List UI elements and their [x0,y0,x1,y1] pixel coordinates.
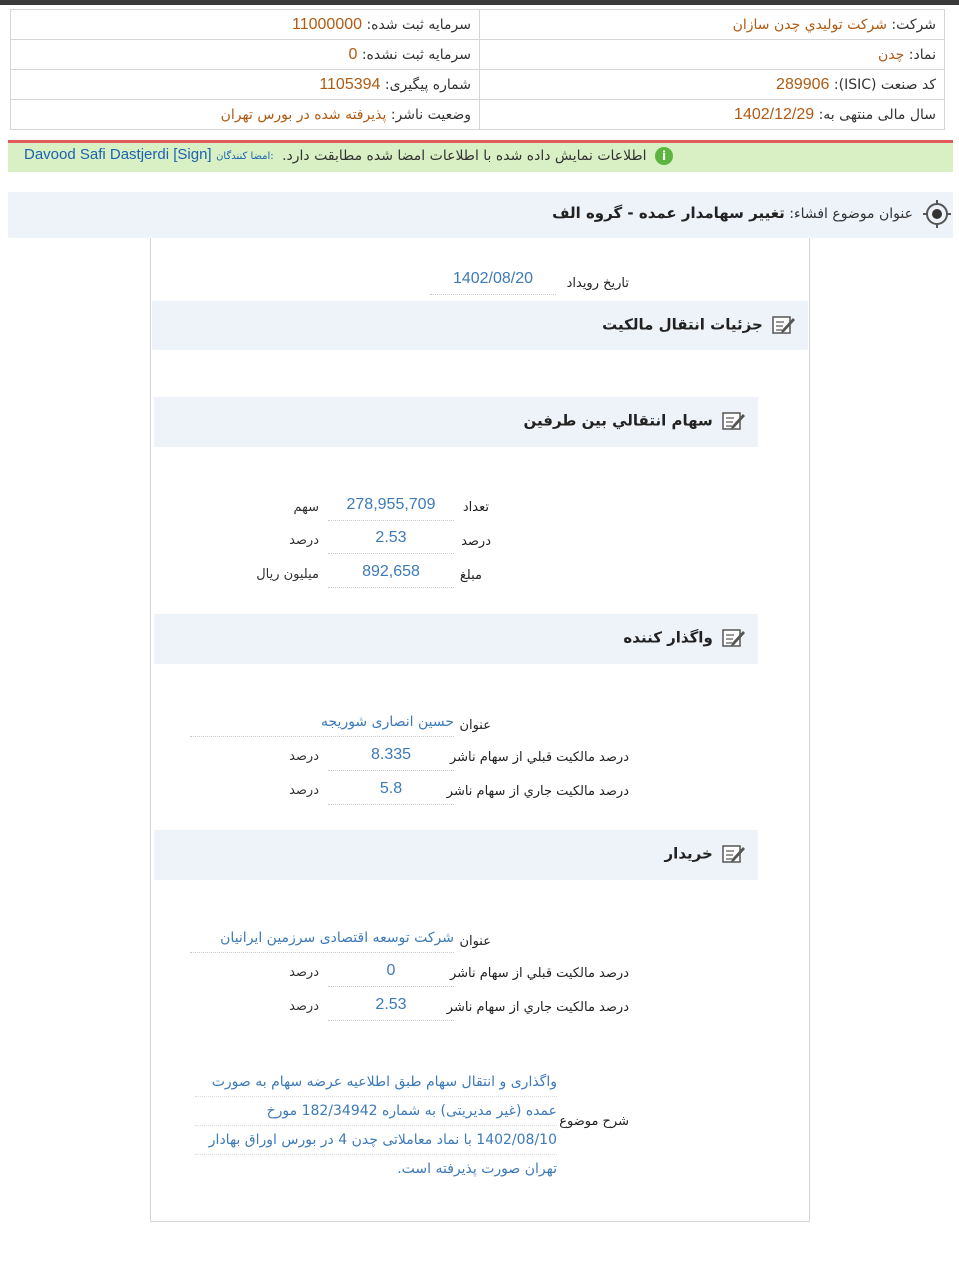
tracking-cell [11,70,480,100]
buyer-before-unit: درصد [289,965,319,980]
unregistered-capital-label: سرمایه ثبت نشده: [361,46,471,63]
seller-after-value: 5.8 [328,780,454,805]
edit-note-icon [722,411,746,431]
company-cell [480,10,945,40]
buyer-title-value: شرکت توسعه اقتصادی سرزمین ایرانیان [190,930,454,953]
shares-count-label: تعداد [462,500,489,515]
status-value: پذیرفته شده در بورس تهران [220,106,387,123]
shares-percent-label: درصد [461,534,491,549]
seller-before-label: درصد مالکيت قبلي از سهام ناشر [449,750,629,765]
description-line: 1402/08/10 با نماد معاملاتی چدن 4 در بورس اوراق بهادار [195,1126,557,1155]
shares-amount-label: مبلغ [459,568,482,583]
company-info-table [10,9,945,130]
symbol-label: نماد: [908,46,936,63]
info-row [11,10,945,40]
section-title-text: سهام انتقالي بين طرفين [523,411,713,430]
seller-title-value: حسین انصاری شوریجه [190,714,454,737]
shares-count-value: 278,955,709 [328,496,454,521]
signer-name-link[interactable]: Davood Safi Dastjerdi [Sign] [24,146,212,163]
edit-note-icon [722,844,746,864]
registered-capital-label: سرمایه ثبت شده: [366,16,471,33]
signers [24,146,274,163]
unregistered-capital-value: 0 [348,45,358,63]
fiscal-value: 1402/12/29 [734,105,815,123]
section-title [524,411,746,431]
info-row [11,40,945,70]
event-date-value: 1402/08/20 [430,270,556,295]
signature-bar [8,140,953,172]
fiscal-label: سال مالی منتهی به: [818,106,936,123]
info-row [11,70,945,100]
subject-label: عنوان موضوع افشاء: [789,206,913,222]
description-line: تهران صورت پذیرفته است. [397,1161,557,1177]
description-label: شرح موضوع [559,1114,629,1129]
section-title-text: واگذار کننده [623,628,713,647]
company-value[interactable]: شرکت توليدي چدن سازان [732,16,887,33]
event-date-label: تاریخ رویداد [566,276,629,291]
section-title [602,315,796,335]
buyer-after-value: 2.53 [328,996,454,1021]
shares-count-unit: سهم [293,500,319,515]
seller-before-unit: درصد [289,749,319,764]
shares-percent-value: 2.53 [328,529,454,554]
unregistered-capital-cell [11,40,480,70]
shares-amount-unit: میلیون ریال [256,567,319,582]
info-row [11,100,945,130]
buyer-after-unit: درصد [289,999,319,1014]
subject-bar [8,192,953,238]
section-seller [154,614,758,664]
shares-percent-unit: درصد [289,533,319,548]
section-title [665,844,746,864]
registered-capital-cell [11,10,480,40]
buyer-before-label: درصد مالکيت قبلي از سهام ناشر [449,966,629,981]
section-ownership-transfer [152,301,808,350]
description-text [195,1068,557,1183]
seller-before-value: 8.335 [328,746,454,771]
signers-label: امضا کنندگان: [216,151,274,162]
buyer-before-value: 0 [328,962,454,987]
section-title-text: خريدار [664,844,713,863]
status-cell [11,100,480,130]
isic-cell [480,70,945,100]
isic-value: 289906 [776,75,830,93]
subject-title: تغییر سهامدار عمده - گروه الف [552,204,785,222]
section-shares-transferred [154,397,758,447]
seller-after-unit: درصد [289,783,319,798]
seller-after-label: درصد مالکيت جاري از سهام ناشر [446,784,629,799]
isic-label: کد صنعت (ISIC): [833,76,936,93]
registered-capital-value: 11000000 [292,15,363,33]
company-label: شرکت: [891,16,936,33]
signature-message: اطلاعات نمایش داده شده با اطلاعات امضا شده مطابقت دارد. [282,148,647,164]
signature-status [282,147,673,165]
seller-title-label: عنوان [459,718,491,733]
description-line: واگذاری و انتقال سهام طبق اطلاعیه عرضه سهام به صورت [195,1068,557,1097]
symbol-value[interactable]: چدن [878,46,905,63]
fiscal-cell [480,100,945,130]
buyer-title-label: عنوان [459,934,491,949]
buyer-after-label: درصد مالکيت جاري از سهام ناشر [446,1000,629,1015]
status-label: وضعیت ناشر: [390,106,471,123]
edit-note-icon [722,628,746,648]
symbol-cell [480,40,945,70]
top-bar [0,0,959,5]
section-buyer [154,830,758,880]
description-line: عمده (غیر مدیریتی) به شماره 182/34942 مورخ [195,1097,557,1126]
subject-text [552,204,913,222]
check-circle-icon: i [655,147,673,165]
shares-amount-value: 892,658 [328,563,454,588]
section-title [623,628,746,648]
tracking-value: 1105394 [319,75,381,93]
edit-note-icon [772,315,796,335]
target-icon [921,198,953,230]
section-title-text: جزئیات انتقال مالکیت [602,315,763,334]
tracking-label: شماره پیگیری: [384,76,471,93]
